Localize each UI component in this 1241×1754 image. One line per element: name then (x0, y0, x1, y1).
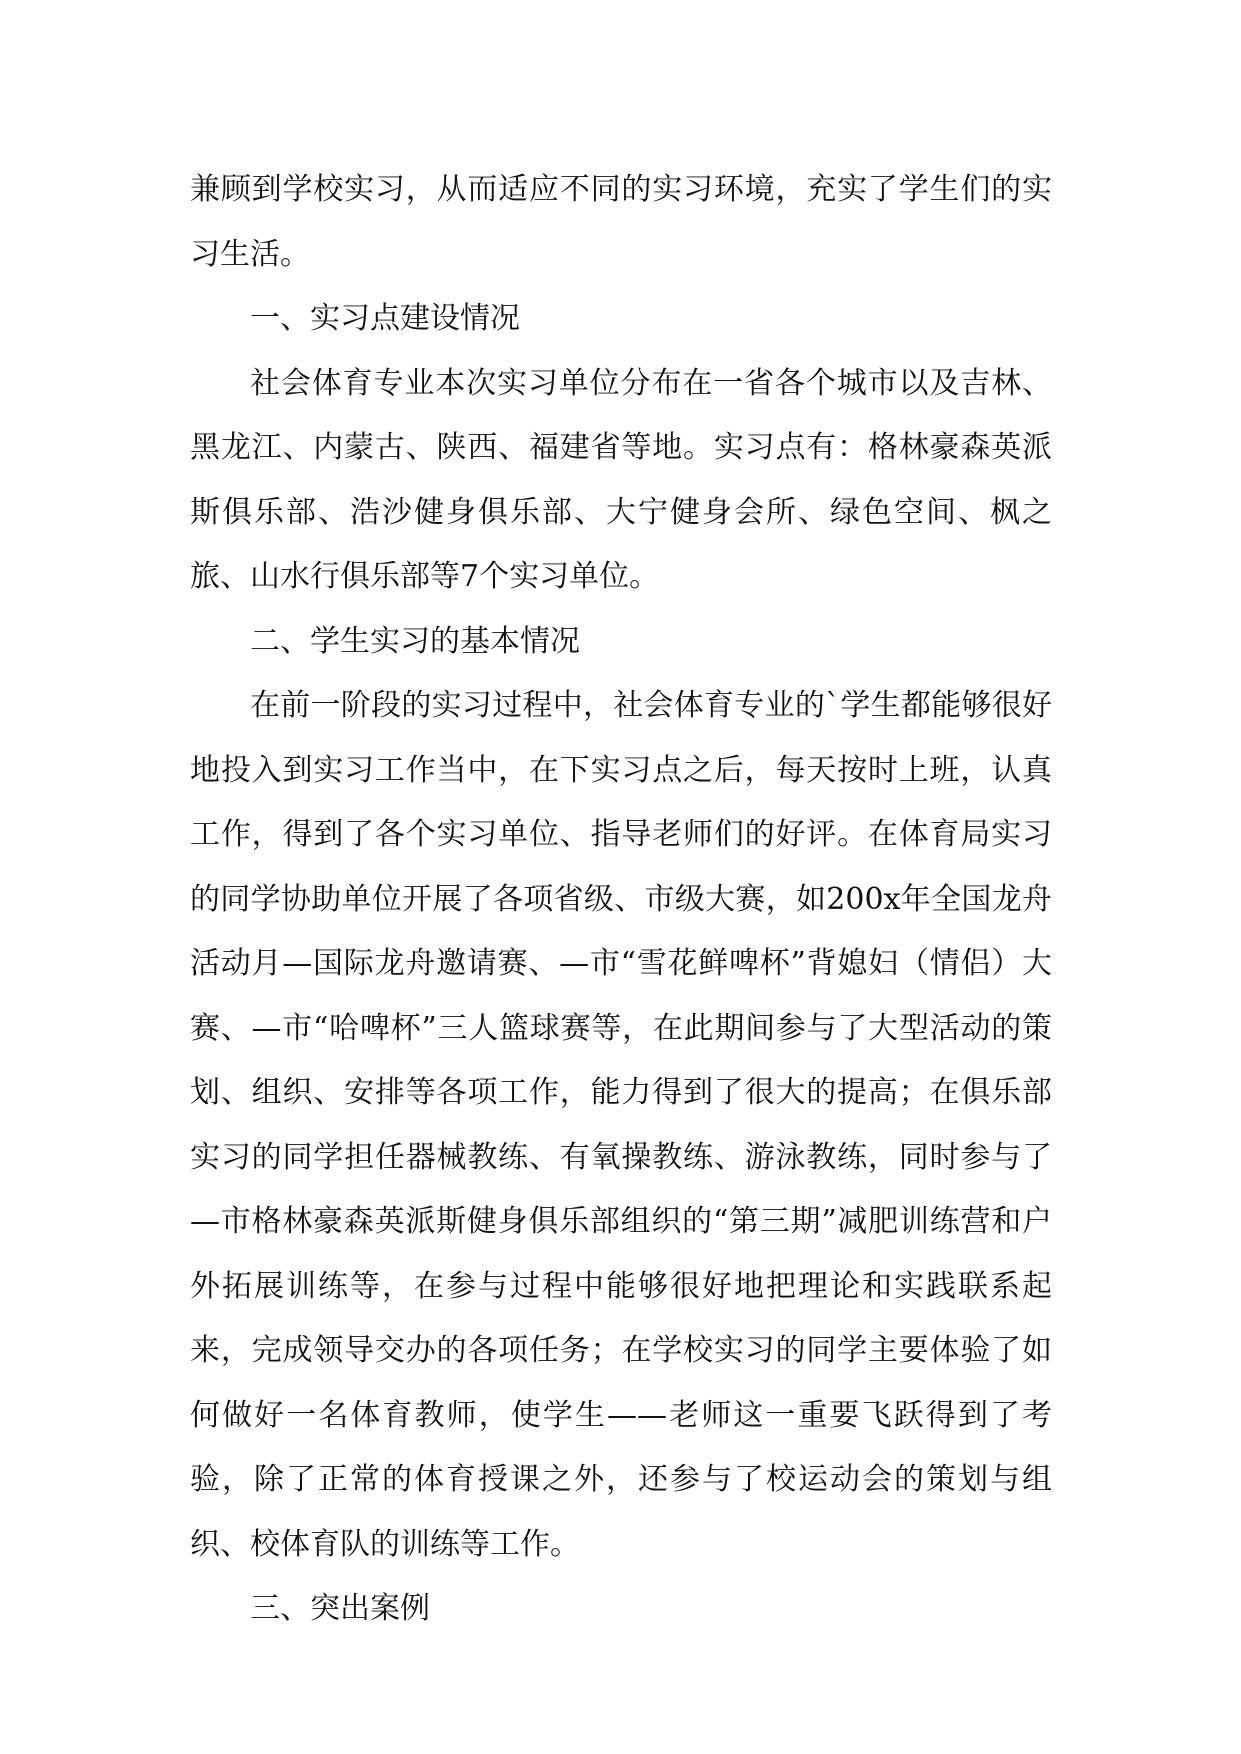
document-body (190, 158, 1052, 1642)
section-heading-internship-sites: 一、实习点建设情况 (250, 301, 520, 336)
paragraph-basic-situation: 在前一阶段的实习过程中，社会体育专业的`学生都能够很好地投入到实习工作当中，在下实习点之后，每天按时上班，认真工作，得到了各个实习单位、指导老师们的好评。在体育局实习的同学协助单位开展了各项省级、市级大赛，如200x年全国龙舟活动月—国际龙舟邀请赛、—市“雪花鲜啤杯”背媳妇（情侣）大赛、—市“哈啤杯”三人篮球赛等，在此期间参与了大型活动的策划、组织、安排等各项工作，能力得到了很大的提高；在俱乐部实习的同学担任器械教练、有氧操教练、游泳教练，同时参与了—市格林豪森英派斯健身俱乐部组织的“第三期”减肥训练营和户外拓展训练等，在参与过程中能够很好地把理论和实践联系起来，完成领导交办的各项任务；在学校实习的同学主要体验了如何做好一名体育教师，使学生——老师这一重要飞跃得到了考验，除了正常的体育授课之外，还参与了校运动会的策划与组织、校体育队的训练等工作。 (190, 688, 1052, 1562)
section-heading-outstanding-cases: 三、突出案例 (250, 1591, 430, 1626)
paragraph-continuation: 兼顾到学校实习，从而适应不同的实习环境，充实了学生们的实习生活。 (190, 172, 1052, 272)
paragraph-internship-sites: 社会体育专业本次实习单位分布在一省各个城市以及吉林、黑龙江、内蒙古、陕西、福建省等地。实习点有：格林豪森英派斯俱乐部、浩沙健身俱乐部、大宁健身会所、绿色空间、枫之旅、山水行俱乐部等7个实习单位。 (190, 365, 1052, 594)
section-heading-basic-situation: 二、学生实习的基本情况 (250, 623, 580, 659)
